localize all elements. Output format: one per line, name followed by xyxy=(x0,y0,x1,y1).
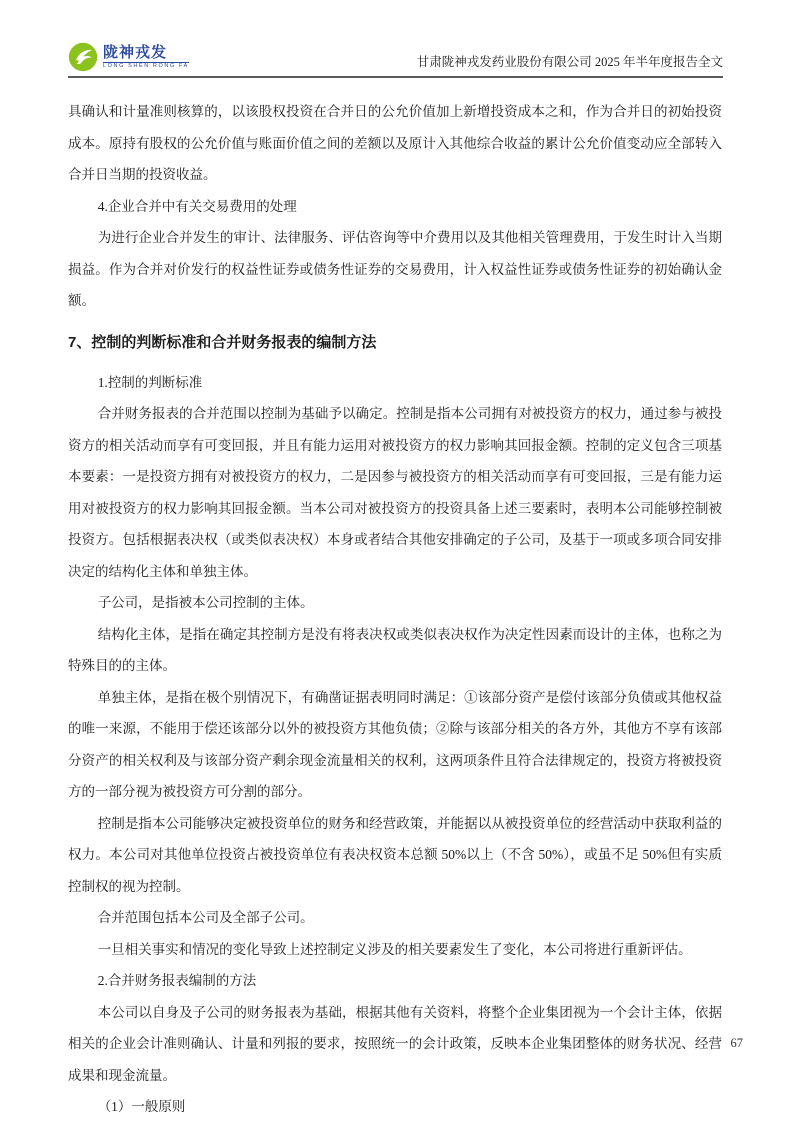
paragraph: 控制是指本公司能够决定被投资单位的财务和经营政策，并能据以从被投资单位的经营活动中获取利益的权力。本公司对其他单位投资占被投资单位有表决权资本总额 50%以上（不含 50%），或虽不足 50%但有实质控制权的视为控制。 xyxy=(68,815,722,894)
company-logo xyxy=(68,42,189,72)
paragraph: 2.合并财务报表编制的方法 xyxy=(97,973,257,988)
paragraph: 一旦相关事实和情况的变化导致上述控制定义涉及的相关要素发生了变化，本公司将进行重新评估。 xyxy=(97,941,692,957)
paragraph: 单独主体，是指在极个别情况下，有确凿证据表明同时满足：①该部分资产是偿付该部分负债或其他权益的唯一来源，不能用于偿还该部分以外的被投资方其他负债；②除与该部分相关的各方外，其他方不享有该部分资产的相关权利及与该部分资产剩余现金流量相关的权利，这两项条件且符合法律规定的，投资方将被投资方的一部分视为被投资方可分割的部分。 xyxy=(68,689,722,799)
paragraph: （1）一般原则 xyxy=(97,1099,186,1114)
page-number: 67 xyxy=(730,1036,743,1050)
document-body xyxy=(68,96,722,1122)
page-header xyxy=(68,44,723,78)
paragraph: 本公司以自身及子公司的财务报表为基础，根据其他有关资料，将整个企业集团视为一个会计主体，依据相关的企业会计准则确认、计量和列报的要求，按照统一的会计政策，反映本企业集团整体的财务状况、经营成果和现金流量。 xyxy=(68,1004,722,1083)
paragraph: 4.企业合并中有关交易费用的处理 xyxy=(97,198,297,214)
logo-bird-icon xyxy=(68,42,98,72)
report-title: 甘肃陇神戎发药业股份有限公司 2025 年半年度报告全文 xyxy=(416,55,723,69)
paragraph: 合并范围包括本公司及全部子公司。 xyxy=(97,910,314,925)
logo-company-name-en: LONG SHEN RONG FA xyxy=(103,62,189,69)
paragraph: 1.控制的判断标准 xyxy=(97,374,203,390)
section-heading: 7、控制的判断标准和合并财务报表的编制方法 xyxy=(68,333,377,351)
paragraph: 子公司，是指被本公司控制的主体。 xyxy=(97,595,314,610)
paragraph: 具确认和计量准则核算的，以该股权投资在合并日的公允价值加上新增投资成本之和，作为合并日的初始投资成本。原持有股权的公允价值与账面价值之间的差额以及原计入其他综合收益的累计公允价值变动应全部转入合并日当期的投资收益。 xyxy=(68,104,722,182)
logo-company-name: 陇神戎发 xyxy=(103,43,168,61)
paragraph: 合并财务报表的合并范围以控制为基础予以确定。控制是指本公司拥有对被投资方的权力，通过参与被投资方的相关活动而享有可变回报，并且有能力运用对被投资方的权力影响其回报金额。控制的定义包含三项基本要素：一是投资方拥有对被投资方的权力，二是因参与被投资方的相关活动而享有可变回报，三是有能力运用对被投资方的权力影响其回报金额。当本公司对被投资方的投资具备上述三要素时，表明本公司能够控制被投资方。包括根据表决权（或类似表决权）本身或者结合其他安排确定的子公司，及基于一项或多项合同安排决定的结构化主体和单独主体。 xyxy=(68,406,722,579)
paragraph: 结构化主体，是指在确定其控制方是没有将表决权或类似表决权作为决定性因素而设计的主体，也称之为特殊目的的主体。 xyxy=(68,626,722,673)
paragraph: 为进行企业合并发生的审计、法律服务、评估咨询等中介费用以及其他相关管理费用，于发生时计入当期损益。作为合并对价发行的权益性证券或债务性证券的交易费用，计入权益性证券或债务性证券的初始确认金额。 xyxy=(68,230,722,308)
